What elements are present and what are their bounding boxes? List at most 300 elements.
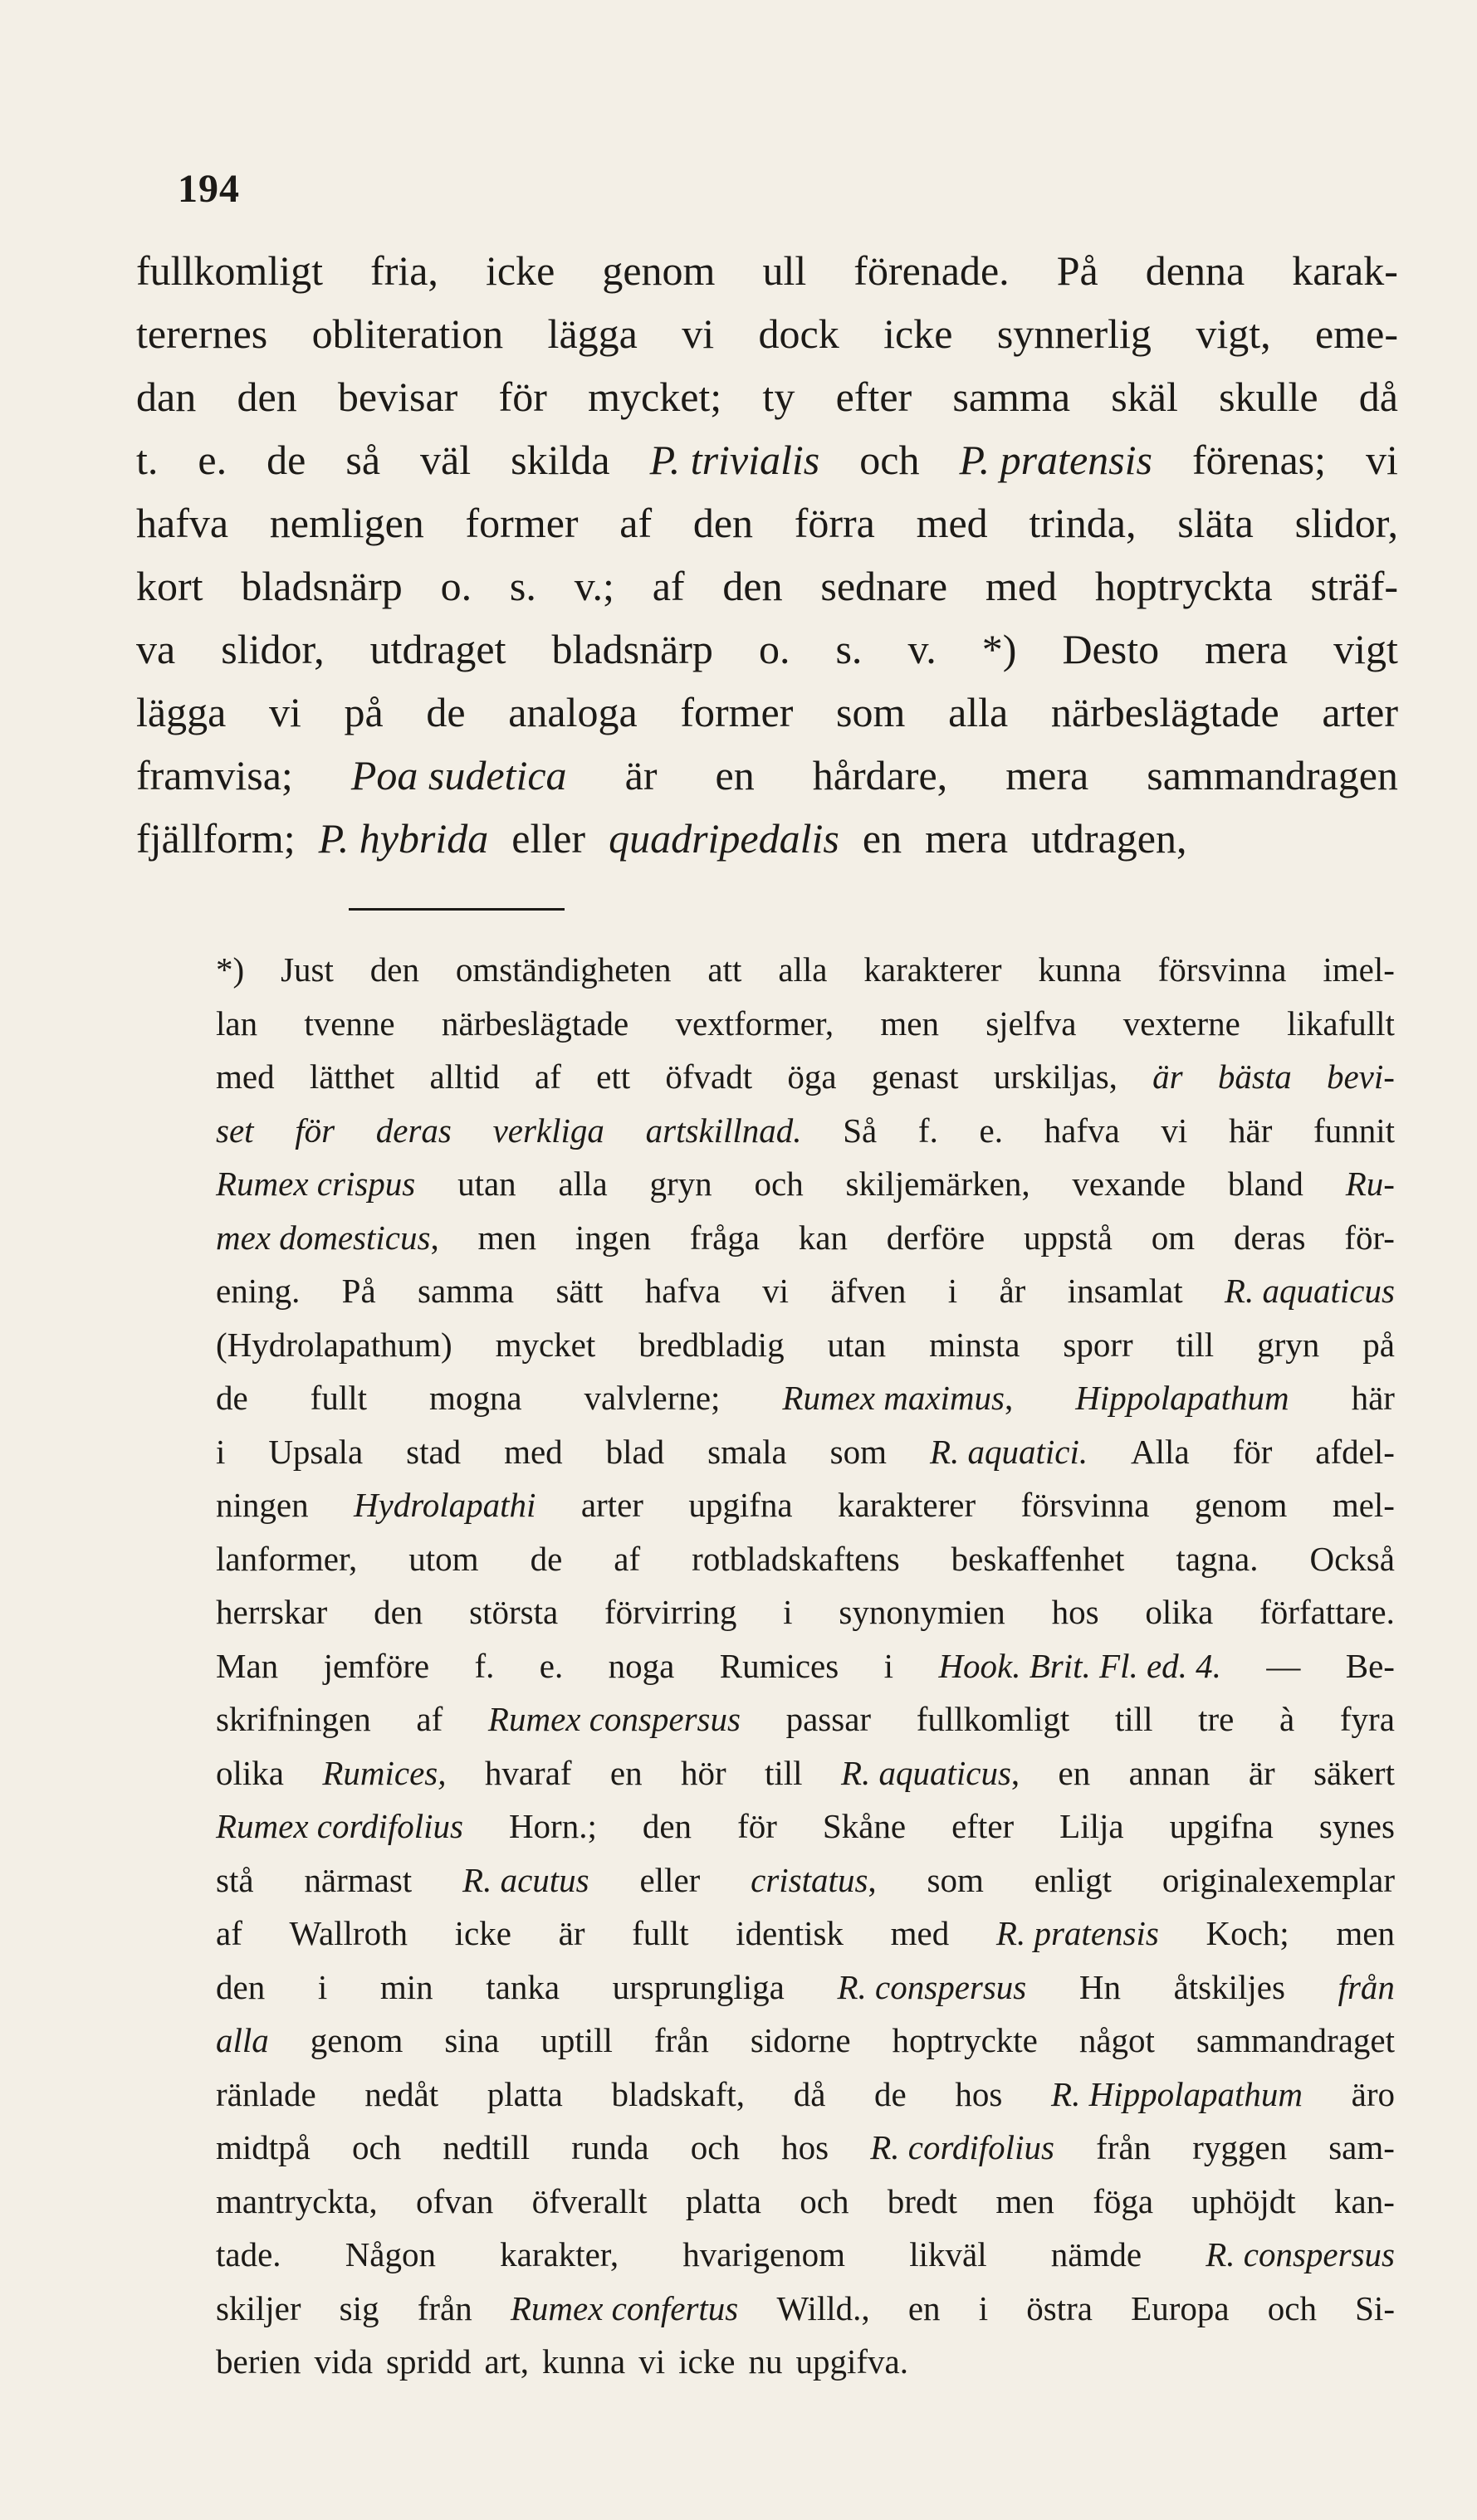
word: sig — [339, 2288, 379, 2327]
word: icke — [678, 2342, 736, 2381]
word: en — [715, 752, 755, 798]
word: här — [1351, 1379, 1395, 1417]
word: att — [707, 950, 742, 989]
word: karakter, — [500, 2235, 619, 2273]
word: icke — [883, 310, 953, 357]
word: lätthet — [309, 1057, 395, 1096]
footnote-line — [216, 1853, 1395, 1907]
word: hör — [680, 1753, 726, 1792]
word: Så — [843, 1111, 878, 1150]
word: Alla — [1131, 1432, 1190, 1471]
word: är — [1248, 1753, 1275, 1792]
word: här — [1229, 1111, 1273, 1150]
word: alla — [778, 950, 828, 989]
word: Skåne — [822, 1807, 907, 1845]
word: Rumex crispus — [216, 1165, 416, 1203]
word: vi — [268, 689, 301, 735]
word: likväl — [909, 2235, 987, 2273]
text-line — [136, 554, 1398, 618]
word: kunna — [542, 2342, 626, 2381]
word: skiljemärken, — [845, 1165, 1030, 1203]
word: öga — [787, 1057, 837, 1096]
word: hafva — [1044, 1111, 1120, 1150]
word: äro — [1351, 2074, 1395, 2113]
word: bredt — [887, 2181, 958, 2220]
word: ryggen — [1192, 2128, 1288, 2166]
word: framvisa; — [136, 752, 293, 798]
word: författare. — [1259, 1593, 1395, 1631]
word: då — [1358, 374, 1398, 420]
word: i — [883, 1646, 894, 1685]
word: men — [995, 2181, 1054, 2220]
word: för- — [1344, 1218, 1395, 1257]
word: Någon — [345, 2235, 437, 2273]
word: Wallroth — [289, 1914, 408, 1952]
word: noga — [608, 1646, 675, 1685]
word: platta — [685, 2181, 761, 2220]
word: af — [416, 1700, 443, 1738]
word: men — [1336, 1914, 1395, 1952]
word: passar — [785, 1700, 872, 1738]
word: nedtill — [443, 2128, 531, 2166]
text-line — [136, 807, 1398, 870]
word: olika — [216, 1753, 284, 1792]
word: nu — [748, 2342, 783, 2381]
word: fullkomligt — [136, 247, 323, 294]
word: vexande — [1072, 1165, 1186, 1203]
word: f. — [917, 1111, 938, 1150]
word: vigt — [1333, 626, 1398, 672]
word: som — [836, 689, 906, 735]
footnote-line — [216, 2175, 1395, 2229]
word: i — [317, 1967, 328, 2006]
word: förenade. — [853, 247, 1010, 294]
word: former — [680, 689, 794, 735]
word: v. — [907, 626, 937, 672]
word: sporr — [1063, 1325, 1133, 1364]
word: fullkomligt — [916, 1700, 1070, 1738]
word: för — [1232, 1432, 1273, 1471]
word: R. Hippolapathum — [1051, 2074, 1303, 2113]
word: ofvan — [415, 2181, 494, 2220]
word: utdragen, — [1031, 815, 1187, 862]
word: fullt — [632, 1914, 689, 1952]
word: à — [1279, 1700, 1295, 1738]
word: stad — [406, 1432, 462, 1471]
word: stå — [216, 1860, 254, 1899]
word: vida — [314, 2342, 374, 2381]
word: bevisar — [337, 374, 458, 420]
footnote-line — [216, 1532, 1395, 1586]
word: e. — [539, 1646, 564, 1685]
word: hos — [955, 2074, 1003, 2113]
footnote-line — [216, 1371, 1395, 1425]
word: med — [916, 500, 988, 546]
word: P. hybrida — [318, 815, 489, 862]
word: men — [880, 1004, 939, 1043]
word: af — [614, 1539, 641, 1578]
word: en — [609, 1753, 643, 1792]
word: vi — [1366, 437, 1398, 483]
word: alla — [948, 689, 1009, 735]
word: lägga — [547, 310, 638, 357]
word: vi — [762, 1272, 790, 1310]
word: originalexemplar — [1162, 1860, 1395, 1899]
word: hafva — [644, 1272, 721, 1310]
word: mantryckta, — [216, 2181, 378, 2220]
word: R. aquaticus — [1224, 1272, 1395, 1310]
word: lanformer, — [216, 1539, 358, 1578]
word: vexterne — [1122, 1004, 1240, 1043]
word: set — [216, 1111, 254, 1150]
word: karak- — [1292, 247, 1398, 294]
word: hårdare, — [812, 752, 948, 798]
word: sammandragen — [1147, 752, 1398, 798]
footnote-line — [216, 2335, 1395, 2389]
word: fråga — [689, 1218, 760, 1257]
text-line — [136, 302, 1398, 365]
word: väl — [420, 437, 472, 483]
word: synonymien — [839, 1593, 1005, 1631]
word: Rumex confertus — [510, 2288, 739, 2327]
word: Desto — [1062, 626, 1160, 672]
word: min — [379, 1967, 433, 2006]
main-text — [136, 239, 1398, 870]
footnote-line — [216, 1800, 1395, 1853]
word: quadripedalis — [609, 815, 839, 862]
word: Också — [1309, 1539, 1395, 1578]
word: upgifna — [688, 1486, 793, 1524]
word: obliteration — [311, 310, 504, 357]
word: bästa — [1217, 1057, 1292, 1096]
word: Hook. Brit. Fl. ed. 4. — [938, 1646, 1221, 1685]
word: till — [1176, 1325, 1215, 1364]
word: utdraget — [369, 626, 506, 672]
word: tre — [1198, 1700, 1235, 1738]
word: hoptryckta — [1094, 563, 1273, 609]
word: och — [1267, 2288, 1317, 2327]
word: alltid — [429, 1057, 500, 1096]
word: från — [417, 2288, 472, 2327]
word: en — [1058, 1753, 1091, 1792]
word: Horn.; — [508, 1807, 597, 1845]
word: afdel- — [1315, 1432, 1395, 1471]
footnote-line — [216, 2228, 1395, 2282]
word: bladsnärp — [241, 563, 403, 609]
word: kunna — [1038, 950, 1122, 989]
word: ening. — [216, 1272, 301, 1310]
word: närmast — [304, 1860, 413, 1899]
word: öfvadt — [665, 1057, 753, 1096]
word: derföre — [886, 1218, 985, 1257]
word: och — [754, 1165, 804, 1203]
word: icke — [454, 1914, 511, 1952]
word: bland — [1227, 1165, 1303, 1203]
word: utan — [457, 1165, 516, 1203]
word: den — [237, 374, 297, 420]
footnote-line — [216, 1746, 1395, 1800]
word: bladskaft, — [611, 2074, 746, 2113]
footnote-line — [216, 2068, 1395, 2122]
word: Man — [216, 1646, 279, 1685]
word: den — [642, 1807, 692, 1845]
word: Rumex maximus, — [782, 1379, 1014, 1417]
word: från — [653, 2021, 709, 2059]
word: men — [477, 1218, 537, 1257]
word: för — [295, 1111, 335, 1150]
word: ningen — [216, 1486, 309, 1524]
word: Willd., — [776, 2288, 870, 2327]
word: fjällform; — [136, 815, 296, 862]
word: med — [890, 1914, 950, 1952]
word: herrskar — [216, 1593, 328, 1631]
word: runda — [571, 2128, 649, 2166]
word: rotbladskaftens — [692, 1539, 900, 1578]
word: Koch; — [1206, 1914, 1289, 1952]
word: åtskiljes — [1173, 1967, 1285, 2006]
word: jemföre — [323, 1646, 430, 1685]
word: efter — [951, 1807, 1015, 1845]
word: en — [862, 815, 902, 862]
word: i — [783, 1593, 793, 1631]
word: art, — [484, 2342, 530, 2381]
word: Be- — [1345, 1646, 1395, 1685]
word: försvinna — [1020, 1486, 1150, 1524]
word: sednare — [820, 563, 948, 609]
word: de — [874, 2074, 907, 2113]
word: icke — [485, 247, 555, 294]
word: uppstå — [1023, 1218, 1113, 1257]
word: På — [341, 1272, 376, 1310]
word: cristatus, — [751, 1860, 877, 1899]
word: o. — [440, 563, 472, 609]
word: tagna. — [1176, 1539, 1259, 1578]
word: nämde — [1050, 2235, 1142, 2273]
word: bredbladig — [638, 1325, 785, 1364]
word: vi — [1161, 1111, 1188, 1150]
word: På — [1056, 247, 1098, 294]
word: skulle — [1219, 374, 1318, 420]
word: är — [558, 1914, 585, 1952]
word: eller — [639, 1860, 701, 1899]
word: fria, — [370, 247, 438, 294]
word: af — [216, 1914, 242, 1952]
word: genom — [1194, 1486, 1288, 1524]
footnote-line — [216, 2282, 1395, 2336]
word: midtpå — [216, 2128, 311, 2166]
word: eme- — [1315, 310, 1398, 357]
word: dock — [758, 310, 839, 357]
word: Upsala — [268, 1432, 364, 1471]
word: som — [927, 1860, 984, 1899]
word: olika — [1145, 1593, 1214, 1631]
word: smala — [707, 1432, 787, 1471]
word: mycket — [495, 1325, 596, 1364]
word: identisk — [736, 1914, 844, 1952]
word: upgifna — [1169, 1807, 1274, 1845]
word: förenas; — [1191, 437, 1327, 483]
word: är — [1152, 1057, 1183, 1096]
footnote-line — [216, 943, 1395, 997]
word: vigt, — [1196, 310, 1271, 357]
word: deras — [1233, 1218, 1306, 1257]
word: sammandraget — [1196, 2021, 1395, 2059]
text-line — [136, 365, 1398, 428]
text-line — [136, 681, 1398, 744]
word: är — [624, 752, 658, 798]
footnote-line — [216, 1264, 1395, 1318]
word: Hippolapathum — [1075, 1379, 1289, 1417]
word: mera — [925, 815, 1009, 862]
word: östra — [1026, 2288, 1093, 2327]
word: ty — [762, 374, 795, 420]
word: R. cordifolius — [870, 2128, 1054, 2166]
word: tvenne — [304, 1004, 395, 1043]
word: alla — [558, 1165, 608, 1203]
word: skrifningen — [216, 1700, 371, 1738]
word: efter — [835, 374, 912, 420]
word: sätt — [555, 1272, 604, 1310]
word: och — [859, 437, 920, 483]
word: i — [978, 2288, 989, 2327]
word: o. — [758, 626, 790, 672]
word: blad — [605, 1432, 665, 1471]
word: kan- — [1334, 2181, 1395, 2220]
word: de — [426, 689, 466, 735]
word: urskiljas, — [993, 1057, 1118, 1096]
word: förvirring — [604, 1593, 737, 1631]
word: något — [1078, 2021, 1155, 2059]
word: verkliga — [492, 1111, 604, 1150]
word: Poa sudetica — [350, 752, 567, 798]
word: hvaraf — [484, 1753, 572, 1792]
footnote-line — [216, 1425, 1395, 1479]
word: föga — [1093, 2181, 1154, 2220]
word: upgifva. — [795, 2342, 908, 2381]
word: som — [829, 1432, 888, 1471]
word: vi — [638, 2342, 666, 2381]
word: de — [530, 1539, 563, 1578]
word: P. pratensis — [959, 437, 1152, 483]
word: sidorne — [750, 2021, 851, 2059]
footnote-line — [216, 1104, 1395, 1158]
word: dan — [136, 374, 197, 420]
word: arter — [580, 1486, 643, 1524]
page-number: 194 — [178, 167, 240, 211]
word: och — [690, 2128, 740, 2166]
word: ull — [762, 247, 807, 294]
word: utom — [408, 1539, 479, 1578]
word: af — [535, 1057, 561, 1096]
word: förra — [794, 500, 875, 546]
word: omständigheten — [455, 950, 672, 989]
word: genast — [871, 1057, 959, 1096]
word: R. conspersus — [837, 1967, 1027, 2006]
word: äfven — [830, 1272, 907, 1310]
word: försvinna — [1157, 950, 1287, 989]
footnote-line — [216, 2121, 1395, 2175]
word: e. — [979, 1111, 1003, 1150]
word: artskillnad. — [645, 1111, 802, 1150]
word: och — [800, 2181, 849, 2220]
word: lan — [216, 1004, 258, 1043]
word: den — [369, 950, 419, 989]
word: *) — [216, 950, 245, 989]
word: e. — [198, 437, 227, 483]
word: största — [469, 1593, 559, 1631]
word: genom — [310, 2021, 403, 2059]
word: nemligen — [269, 500, 424, 546]
word: valvlerne; — [584, 1379, 721, 1417]
word: sam- — [1328, 2128, 1395, 2166]
word: mera — [1005, 752, 1089, 798]
word: hos — [781, 2128, 829, 2166]
word: mex domesticus, — [216, 1218, 439, 1257]
text-line — [136, 744, 1398, 807]
word: skäl — [1111, 374, 1178, 420]
word: nedåt — [364, 2074, 439, 2113]
word: platta — [487, 2074, 563, 2113]
text-line — [136, 491, 1398, 554]
word: t. — [136, 437, 159, 483]
word: af — [652, 563, 685, 609]
word: uphöjdt — [1191, 2181, 1296, 2220]
word: hvarigenom — [682, 2235, 846, 2273]
word: R. conspersus — [1206, 2235, 1395, 2273]
word: terernes — [136, 310, 268, 357]
word: sina — [444, 2021, 500, 2059]
word: Rumices — [719, 1646, 839, 1685]
word: spridd — [386, 2342, 472, 2381]
word: den — [216, 1967, 266, 2006]
word: (Hydrolapathum) — [216, 1325, 452, 1364]
word: R. acutus — [462, 1860, 589, 1899]
footnote-line — [216, 2014, 1395, 2068]
word: slidor, — [221, 626, 325, 672]
word: alla — [216, 2021, 269, 2059]
footnote-line — [216, 1157, 1395, 1211]
word: tanka — [486, 1967, 560, 2006]
word: tade. — [216, 2235, 281, 2273]
word: minsta — [929, 1325, 1020, 1364]
word: berien — [216, 2342, 301, 2381]
word: analoga — [508, 689, 638, 735]
footnote-rule — [349, 908, 565, 911]
word: f. — [474, 1646, 495, 1685]
word: skilda — [511, 437, 610, 483]
word: sträf- — [1310, 563, 1398, 609]
word: hos — [1051, 1593, 1099, 1631]
word: — — [1266, 1646, 1301, 1685]
word: med — [216, 1057, 275, 1096]
word: *) — [981, 626, 1017, 672]
word: vi — [682, 310, 715, 357]
word: gryn — [649, 1165, 712, 1203]
word: mycket; — [588, 374, 722, 420]
word: annan — [1128, 1753, 1210, 1792]
footnote-line — [216, 1050, 1395, 1104]
word: och — [352, 2128, 402, 2166]
word: med — [504, 1432, 563, 1471]
word: synes — [1318, 1807, 1395, 1845]
word: imel- — [1323, 950, 1395, 989]
text-line — [136, 428, 1398, 491]
word: R. aquaticus, — [840, 1753, 1020, 1792]
word: år — [999, 1272, 1026, 1310]
word: bevi- — [1326, 1057, 1395, 1096]
word: gryn — [1257, 1325, 1320, 1364]
word: i — [947, 1272, 958, 1310]
